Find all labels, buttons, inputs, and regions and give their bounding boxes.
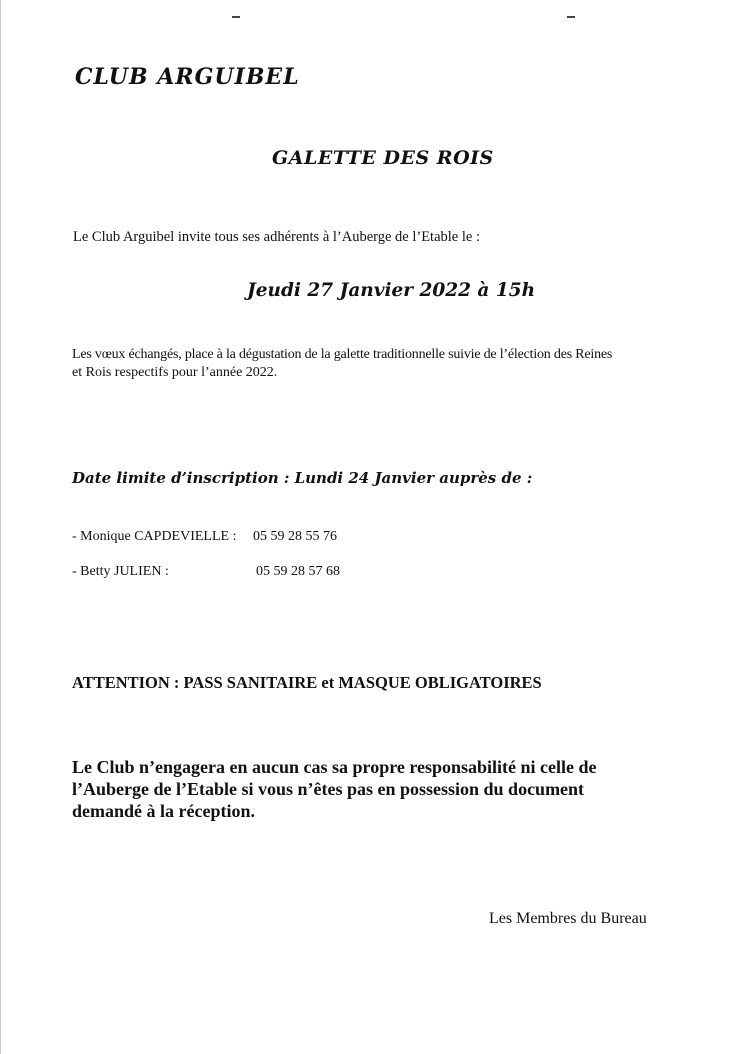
scan-edge: [0, 0, 1, 1054]
event-date-time: Jeudi 27 Janvier 2022 à 15h: [247, 280, 536, 301]
club-name: CLUB ARGUIBEL: [75, 64, 300, 90]
registration-deadline: Date limite d’inscription : Lundi 24 Janvier auprès de :: [72, 469, 533, 487]
disclaimer-line: demandé à la réception.: [72, 801, 255, 821]
contact-phone: 05 59 28 55 76: [253, 529, 337, 544]
disclaimer-line: Le Club n’engagera en aucun cas sa propre responsabilité ni celle de: [72, 757, 597, 777]
scan-mark: [232, 16, 240, 18]
description-line: et Rois respectifs pour l’année 2022.: [72, 365, 278, 380]
signature: Les Membres du Bureau: [489, 910, 647, 927]
contact-phone: 05 59 28 57 68: [256, 564, 340, 579]
contact-name: - Betty JULIEN :: [72, 564, 169, 579]
description-line: Les vœux échangés, place à la dégustation de la galette traditionnelle suivie de l’élection des Reines: [72, 347, 613, 362]
disclaimer-line: l’Auberge de l’Etable si vous n’êtes pas en possession du document: [72, 779, 585, 799]
attention-notice: ATTENTION : PASS SANITAIRE et MASQUE OBLIGATOIRES: [72, 673, 542, 692]
event-title: GALETTE DES ROIS: [272, 147, 494, 169]
contact-name: - Monique CAPDEVIELLE :: [72, 529, 237, 544]
scan-mark: [567, 16, 575, 18]
invitation-intro: Le Club Arguibel invite tous ses adhérents à l’Auberge de l’Etable le :: [73, 229, 480, 245]
